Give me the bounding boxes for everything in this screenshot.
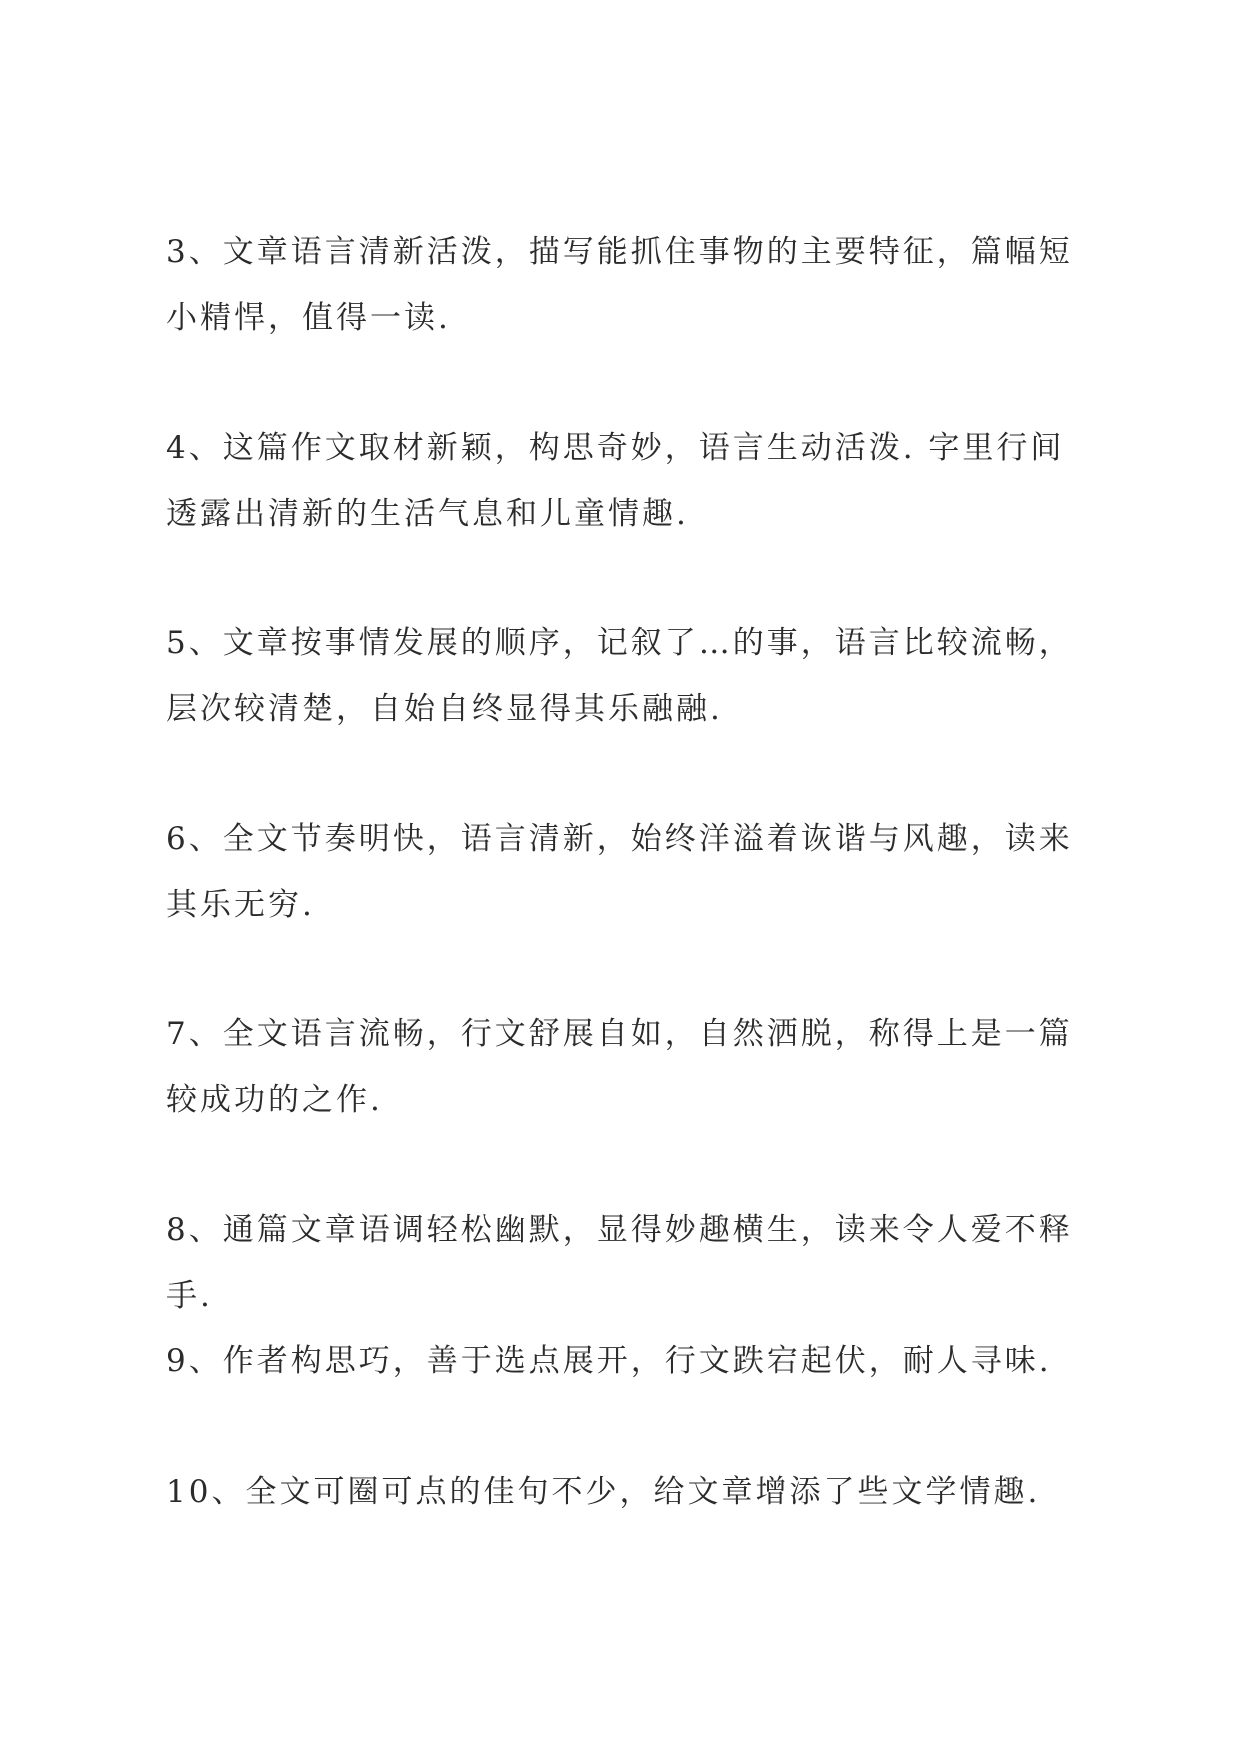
- comment-paragraph-3: 3、文章语言清新活泼，描写能抓住事物的主要特征，篇幅短小精悍，值得一读.: [166, 234, 1073, 336]
- comment-paragraph-5: 5、文章按事情发展的顺序，记叙了…的事，语言比较流畅，层次较清楚，自始自终显得其乐融融.: [166, 625, 1073, 727]
- comment-paragraph-4: 4、这篇作文取材新颖，构思奇妙，语言生动活泼. 字里行间透露出清新的生活气息和儿童情趣.: [166, 430, 1065, 532]
- comment-paragraph-6: 6、全文节奏明快，语言清新，始终洋溢着诙谐与风趣，读来其乐无穷.: [166, 821, 1073, 923]
- comment-paragraph-7: 7、全文语言流畅，行文舒展自如，自然洒脱，称得上是一篇较成功的之作.: [166, 1016, 1073, 1118]
- comment-paragraph-10: 10、全文可圈可点的佳句不少，给文章增添了些文学情趣.: [166, 1474, 1041, 1510]
- comment-paragraph-8: 8、通篇文章语调轻松幽默，显得妙趣横生，读来令人爱不释手.: [166, 1212, 1073, 1314]
- comment-paragraph-9: 9、作者构思巧，善于选点展开，行文跌宕起伏，耐人寻味.: [166, 1343, 1052, 1379]
